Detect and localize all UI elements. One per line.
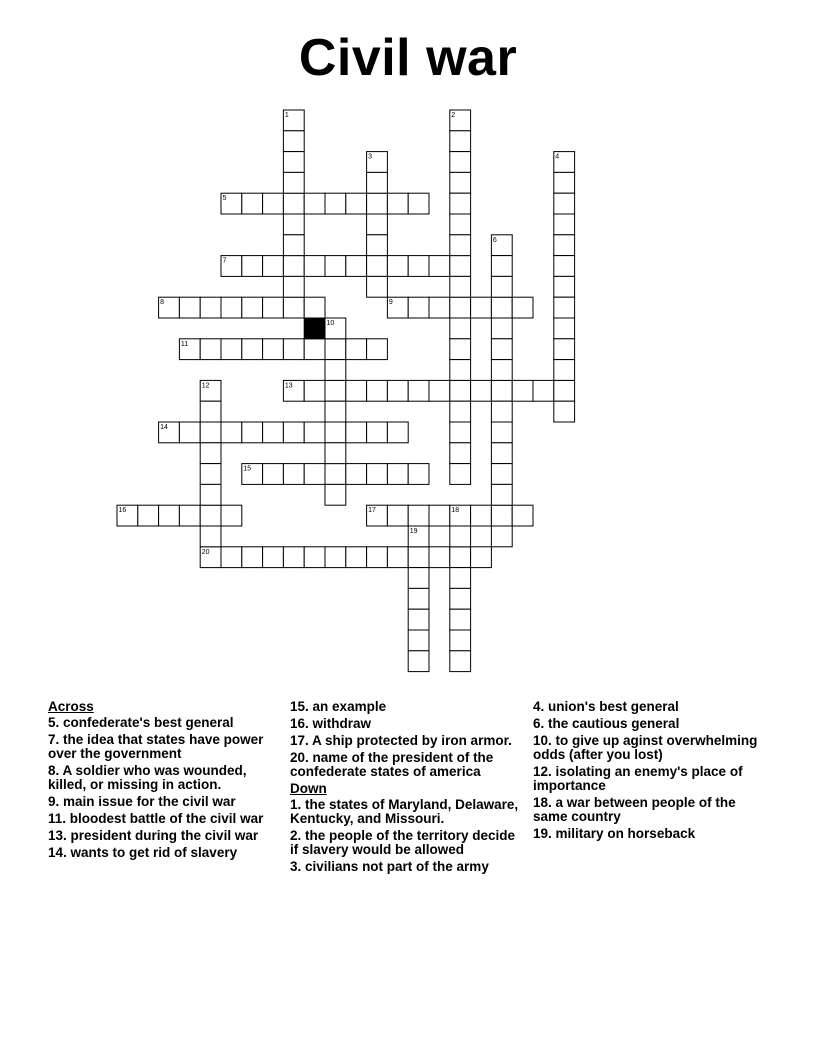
clue-text: military on horseback [555,826,696,841]
grid-cell[interactable] [450,568,471,589]
grid-cell[interactable] [304,193,325,214]
clue-item: 12. isolating an enemy's place of importance [533,764,743,793]
grid-cell[interactable] [554,214,575,235]
grid-cell[interactable] [325,256,346,277]
cell-number: 2 [451,112,456,119]
grid-cell[interactable] [325,464,346,485]
grid-cell[interactable] [387,505,408,526]
grid-cell[interactable] [242,547,263,568]
grid-cell[interactable] [491,484,512,505]
clue-number: 14 [48,845,64,860]
black-square [304,318,325,339]
clue-text: president during the civil war [70,828,259,843]
grid-cell[interactable] [491,401,512,422]
grid-cell[interactable] [429,380,450,401]
clue-number: 5 [48,715,56,730]
grid-cell[interactable] [408,464,429,485]
grid-cell[interactable] [283,131,304,152]
grid-cell[interactable] [491,339,512,360]
cell-number: 9 [388,299,393,307]
grid-cell[interactable] [200,401,221,422]
grid-cell[interactable] [346,464,367,485]
grid-cell[interactable] [283,464,304,485]
grid-cell[interactable] [283,152,304,173]
clue-number: 15 [290,699,306,714]
grid-cell[interactable] [367,214,388,235]
clue-item: 16. withdraw [290,716,372,731]
cell-number: 13 [284,382,293,390]
clue-number: 4 [533,699,541,714]
grid-cell[interactable] [491,526,512,547]
grid-cell[interactable] [283,547,304,568]
grid-cell[interactable] [408,505,429,526]
clue-number: 9 [48,794,56,809]
clue-item: 14. wants to get rid of slavery [48,845,238,860]
grid-cell[interactable] [221,547,242,568]
clue-text: wants to get rid of slavery [70,845,238,860]
grid-cell[interactable] [263,464,284,485]
grid-cell[interactable] [471,380,492,401]
clue-number: 8 [48,763,56,778]
grid-cell[interactable] [242,256,263,277]
clue-item: 3. civilians not part of the army [290,859,489,874]
grid-cell[interactable] [450,360,471,381]
grid-cell[interactable] [450,651,471,672]
grid-cell[interactable] [221,505,242,526]
grid-cell[interactable] [491,443,512,464]
clue-text: A ship protected by iron armor. [312,733,512,748]
grid-cell[interactable] [325,380,346,401]
cell-number: 11 [180,340,189,348]
clue-number: 10 [533,733,549,748]
clue-text: confederate's best general [63,715,234,730]
grid-cell[interactable] [491,380,512,401]
grid-cell[interactable] [512,380,533,401]
clue-item: 2. the people of the territory decide if slavery would be allowed [290,828,516,857]
across-heading: Across [48,699,94,714]
cell-number: 8 [160,299,165,307]
clue-item: 1. the states of Maryland, Delaware, Kentucky, and Missouri. [290,797,519,826]
grid-cell[interactable] [554,276,575,297]
grid-cell[interactable] [554,297,575,318]
grid-cell[interactable] [200,505,221,526]
grid-cell[interactable] [408,297,429,318]
grid-cell[interactable] [221,422,242,443]
clue-number: 20 [290,750,306,765]
grid-cell[interactable] [450,193,471,214]
grid-cell[interactable] [450,588,471,609]
grid-cell[interactable] [450,630,471,651]
grid-cell[interactable] [554,193,575,214]
cell-number: 3 [368,153,373,161]
grid-cell[interactable] [450,339,471,360]
clue-item: 20. name of the president of the confederate states of america [290,750,494,779]
grid-cell[interactable] [450,214,471,235]
grid-cell[interactable] [450,256,471,277]
grid-cell[interactable] [471,505,492,526]
grid-cell[interactable] [450,464,471,485]
grid-cell[interactable] [304,464,325,485]
grid-cell[interactable] [491,464,512,485]
grid-cell[interactable] [200,484,221,505]
grid-cell[interactable] [471,297,492,318]
grid-cell[interactable] [408,630,429,651]
grid-cell[interactable] [387,464,408,485]
clue-text: isolating an enemy's place of importance [533,764,743,793]
grid-cell[interactable] [554,172,575,193]
cell-number: 19 [409,528,418,535]
clue-number: 6 [533,716,541,731]
clue-number: 2 [290,828,298,843]
grid-cell[interactable] [491,256,512,277]
grid-cell[interactable] [387,422,408,443]
grid-cell[interactable] [429,297,450,318]
grid-cell[interactable] [283,172,304,193]
grid-cell[interactable] [387,380,408,401]
grid-cell[interactable] [450,235,471,256]
grid-cell[interactable] [346,422,367,443]
grid-cell[interactable] [200,443,221,464]
grid-cell[interactable] [491,422,512,443]
clue-text: union's best general [548,699,679,714]
grid-cell[interactable] [242,297,263,318]
clue-number: 19 [533,826,549,841]
grid-cell[interactable] [221,339,242,360]
clue-number: 18 [533,795,549,810]
clue-number: 13 [48,828,64,843]
clue-item: 6. the cautious general [533,716,680,731]
clue-column-2 [290,700,526,877]
grid-cell[interactable] [429,505,450,526]
grid-cell[interactable] [200,297,221,318]
grid-cell[interactable] [367,339,388,360]
grid-cell[interactable] [283,235,304,256]
grid-cell[interactable] [200,339,221,360]
grid-cell[interactable] [491,318,512,339]
cell-number: 20 [201,548,210,556]
grid-cell[interactable] [325,401,346,422]
grid-cell[interactable] [263,422,284,443]
cell-number: 18 [451,507,460,515]
clue-text: the cautious general [548,716,680,731]
grid-cell[interactable] [325,422,346,443]
grid-cell[interactable] [387,193,408,214]
grid-cell[interactable] [387,256,408,277]
grid-cell[interactable] [283,339,304,360]
grid-cell[interactable] [304,339,325,360]
grid-cell[interactable] [179,297,200,318]
cell-number: 1 [284,112,289,119]
cell-number: 12 [201,382,210,390]
clue-item: 17. A ship protected by iron armor. [290,733,512,748]
grid-cell[interactable] [242,422,263,443]
clue-item: 4. union's best general [533,699,679,714]
grid-cell[interactable] [179,422,200,443]
grid-cell[interactable] [450,609,471,630]
cell-number: 14 [160,424,168,431]
grid-cell[interactable] [263,339,284,360]
down-heading: Down [290,781,327,796]
grid-cell[interactable] [450,401,471,422]
grid-cell[interactable] [554,360,575,381]
grid-cell[interactable] [325,360,346,381]
grid-cell[interactable] [387,547,408,568]
grid-cell[interactable] [242,193,263,214]
grid-cell[interactable] [408,380,429,401]
clue-text: name of the president of the confederate states of america [290,750,494,779]
grid-cell[interactable] [367,235,388,256]
cell-number: 10 [326,320,335,327]
grid-cell[interactable] [325,339,346,360]
clue-column-1 [48,700,284,863]
clue-item: 9. main issue for the civil war [48,794,236,809]
clue-text: to give up aginst overwhelming odds (after you lost) [533,733,758,762]
grid-cell[interactable] [367,422,388,443]
grid-cell[interactable] [367,193,388,214]
grid-cell[interactable] [450,152,471,173]
clue-item: 13. president during the civil war [48,828,259,843]
clue-text: A soldier who was wounded, killed, or missing in action. [48,763,247,792]
grid-cell[interactable] [408,609,429,630]
grid-cell[interactable] [450,172,471,193]
grid-cell[interactable] [304,297,325,318]
grid-cell[interactable] [450,422,471,443]
grid-cell[interactable] [367,380,388,401]
grid-cell[interactable] [242,339,263,360]
grid-cell[interactable] [283,193,304,214]
clue-number: 12 [533,764,549,779]
grid-cell[interactable] [346,193,367,214]
grid-cell[interactable] [491,505,512,526]
clue-text: the states of Maryland, Delaware, Kentucky, and Missouri. [290,797,519,826]
grid-cell[interactable] [554,318,575,339]
puzzle-title: Civil war [298,29,518,87]
grid-cell[interactable] [283,276,304,297]
cell-number: 15 [243,465,252,473]
grid-cell[interactable] [491,297,512,318]
clue-text: civilians not part of the army [305,859,489,874]
grid-cell[interactable] [304,547,325,568]
grid-cell[interactable] [554,235,575,256]
clue-item: 15. an example [290,699,387,714]
clue-number: 1 [290,797,298,812]
grid-cell[interactable] [346,547,367,568]
grid-cell[interactable] [512,297,533,318]
grid-cell[interactable] [138,505,159,526]
grid-cell[interactable] [554,256,575,277]
grid-cell[interactable] [367,256,388,277]
grid-cell[interactable] [346,256,367,277]
grid-cell[interactable] [304,256,325,277]
grid-cell[interactable] [283,214,304,235]
grid-cell[interactable] [283,422,304,443]
grid-cell[interactable] [450,526,471,547]
cell-number: 17 [368,507,376,515]
grid-cell[interactable] [408,568,429,589]
grid-cell[interactable] [179,505,200,526]
grid-cell[interactable] [554,401,575,422]
clue-number: 17 [290,733,306,748]
grid-cell[interactable] [450,318,471,339]
grid-cell[interactable] [367,547,388,568]
grid-cell[interactable] [346,339,367,360]
grid-cell[interactable] [491,360,512,381]
grid-cell[interactable] [450,380,471,401]
grid-cell[interactable] [554,380,575,401]
clue-text: a war between people of the same country [533,795,736,824]
clue-text: bloodest battle of the civil war [69,811,264,826]
grid-cell[interactable] [200,526,221,547]
grid-cell[interactable] [304,380,325,401]
grid-cell[interactable] [325,484,346,505]
grid-cell[interactable] [533,380,554,401]
grid-cell[interactable] [159,505,180,526]
grid-cell[interactable] [408,651,429,672]
clue-item: 8. A soldier who was wounded, killed, or missing in action. [48,763,247,792]
grid-cell[interactable] [471,547,492,568]
clue-text: the people of the territory decide if slavery would be allowed [290,828,516,857]
grid-cell[interactable] [408,588,429,609]
grid-cell[interactable] [221,297,242,318]
clue-text: withdraw [312,716,372,731]
grid-cell[interactable] [283,297,304,318]
clue-number: 11 [48,811,63,826]
grid-cell[interactable] [450,443,471,464]
grid-cell[interactable] [346,380,367,401]
grid-cell[interactable] [408,547,429,568]
grid-cell[interactable] [325,193,346,214]
clue-item: 7. the idea that states have power over the government [48,732,264,761]
grid-cell[interactable] [325,547,346,568]
grid-cell[interactable] [450,297,471,318]
grid-cell[interactable] [367,464,388,485]
clue-item: 11. bloodest battle of the civil war [48,811,264,826]
grid-cell[interactable] [200,422,221,443]
clue-item: 18. a war between people of the same country [533,795,736,824]
clue-number: 7 [48,732,56,747]
grid-cell[interactable] [554,339,575,360]
grid-cell[interactable] [408,256,429,277]
cell-number: 4 [555,153,560,161]
clue-number: 16 [290,716,306,731]
grid-cell[interactable] [263,256,284,277]
grid-cell[interactable] [429,256,450,277]
grid-cell[interactable] [200,464,221,485]
grid-cell[interactable] [512,505,533,526]
cell-number: 6 [492,236,497,244]
grid-cell[interactable] [429,547,450,568]
clue-text: main issue for the civil war [63,794,236,809]
clue-text: an example [312,699,387,714]
clue-number: 3 [290,859,298,874]
grid-cell[interactable] [408,193,429,214]
grid-cell[interactable] [367,172,388,193]
grid-cell[interactable] [263,193,284,214]
cell-number: 7 [222,257,227,265]
grid-cell[interactable] [283,256,304,277]
grid-cell[interactable] [304,422,325,443]
grid-cell[interactable] [263,547,284,568]
grid-cell[interactable] [450,276,471,297]
cell-number: 5 [222,195,227,203]
clue-text: the idea that states have power over the government [48,732,264,761]
cell-number: 16 [118,507,127,515]
clue-item: 10. to give up aginst overwhelming odds (after you lost) [533,733,758,762]
grid-cell[interactable] [450,547,471,568]
grid-cell[interactable] [491,276,512,297]
grid-cell[interactable] [450,131,471,152]
clue-column-3 [533,700,769,844]
grid-cell[interactable] [263,297,284,318]
clue-item: 19. military on horseback [533,826,696,841]
grid-cell[interactable] [325,443,346,464]
clue-item: 5. confederate's best general [48,715,234,730]
grid-cell[interactable] [367,276,388,297]
